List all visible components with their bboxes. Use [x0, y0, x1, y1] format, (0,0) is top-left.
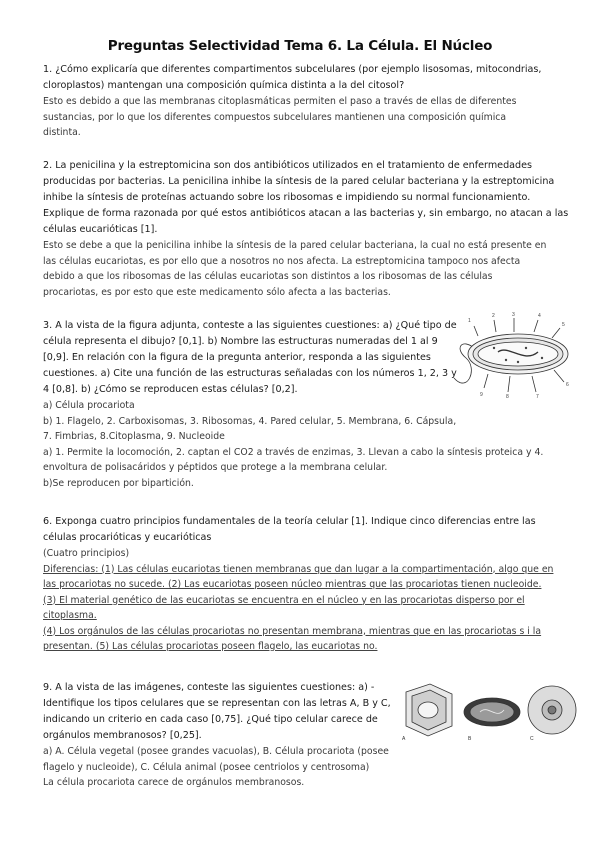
answer-underlined-line: presentan. (5) Las células procariotas poseen flagelo, las eucariotas no. [43, 641, 378, 652]
figure-label: C [530, 736, 534, 742]
question-text-line: células eucarióticas [1]. [43, 224, 158, 235]
figure-label: 9 [480, 392, 483, 398]
question-2 [43, 158, 568, 300]
figure-label: 4 [538, 313, 541, 319]
question-text-line: orgánulos membranosos? [0,25]. [43, 730, 202, 741]
question-6 [43, 514, 553, 655]
question-text-line: Explique de forma razonada por qué estos antibióticos atacan a las bacterias y, sin embargo, no atacan a las [43, 208, 569, 219]
answer-text-line: b)Se reproducen por bipartición. [43, 477, 194, 489]
figure-label: 1 [468, 318, 471, 324]
answer-text-line: Esto se debe a que la penicilina inhibe la síntesis de la pared celular bacteriana, la cual no está presente en [43, 240, 547, 251]
figure-label: 7 [536, 394, 539, 400]
answer-text-line: distinta. [43, 127, 81, 138]
answer-underlined-line: (3) El material genético de las eucariotas se encuentra en el núcleo y en las procariotas disperso por el [43, 594, 525, 606]
question-text-line: células procarióticas y eucarióticas [43, 532, 212, 543]
answer-underlined-line: citoplasma. [43, 610, 97, 621]
question-text-line: 3. A la vista de la figura adjunta, conteste a las siguientes cuestiones: a) ¿Qué tipo de [43, 320, 457, 331]
figure-label: 8 [506, 394, 509, 400]
prokaryote-cell-figure [448, 308, 576, 400]
answer-underlined-line: (4) Los orgánulos de las células procariotas no presentan membrana, mientras que en las procariotas s i la [43, 625, 542, 637]
question-text-line: cuestiones. a) Cite una función de las estructuras señaladas con los números 1, 2, 3 y [43, 368, 457, 379]
question-text-line: Identifique los tipos celulares que se representan con las letras A, B y C, [43, 698, 391, 709]
answer-text-line: procariotas, es por esto que este medicamento sólo afecta a las bacterias. [43, 286, 391, 298]
question-9 [43, 680, 391, 791]
answer-underlined-line: Diferencias: (1) Las células eucariotas tienen membranas que dan lugar a la compartimentación, algo que en [43, 563, 554, 575]
figure-label: 2 [492, 313, 495, 319]
answer-text-line: a) Célula procariota [43, 400, 135, 411]
answer-text-line: sustancias, por lo que los diferentes compuestos subcelulares mantienen una composición química [43, 111, 507, 123]
figure-label: 6 [566, 382, 569, 388]
answer-text-line: envoltura de polisacáridos y péptidos que protege a la membrana celular. [43, 462, 388, 473]
question-text-line: 1. ¿Cómo explicaría que diferentes compartimentos subcelulares (por ejemplo lisosomas, mitocondrias, [43, 64, 542, 75]
figure-label: 5 [562, 322, 565, 328]
answer-text-line: flagelo y nucleoide), C. Célula animal (posee centriolos y centrosoma) [43, 761, 370, 773]
question-text-line: inhibe la síntesis de proteínas actuando sobre los ribosomas e impidiendo su normal funcionamiento. [43, 192, 531, 203]
question-text-line: 2. La penicilina y la estreptomicina son dos antibióticos utilizados en el tratamiento de enfermedades [43, 160, 533, 171]
answer-text-line: debido a que los ribosomas de las células eucariotas son distintos a los ribosomas de las células [43, 271, 493, 282]
figure-label: A [402, 736, 406, 742]
cell-types-figure [400, 680, 580, 742]
answer-text-line: La célula procariota carece de orgánulos membranosos. [43, 777, 305, 788]
answer-text-line: Esto es debido a que las membranas citoplasmáticas permiten el paso a través de ellas de diferentes [43, 96, 517, 107]
figure-label: 3 [512, 312, 515, 318]
answer-text-line: (Cuatro principios) [43, 548, 130, 559]
question-1 [43, 62, 541, 141]
answer-text-line: b) 1. Flagelo, 2. Carboxisomas, 3. Ribosomas, 4. Pared celular, 5. Membrana, 6. Cápsula, [43, 415, 457, 427]
answer-text-line: a) 1. Permite la locomoción, 2. captan el CO2 a través de enzimas, 3. Llevan a cabo la síntesis proteica y 4. [43, 446, 544, 458]
question-text-line: cloroplastos) mantengan una composición química distinta a la del citosol? [43, 80, 405, 91]
question-text-line: producidas por bacterias. La penicilina inhibe la síntesis de la pared celular bacteriana y la estreptomicina [43, 176, 555, 187]
question-text-line: [0,9]. En relación con la figura de la pregunta anterior, responda a las siguientes [43, 352, 431, 363]
answer-underlined-line: las procariotas no sucede. (2) Las eucariotas poseen núcleo mientras que las procariotas tienen nucleoide. [43, 579, 542, 590]
page-title: Preguntas Selectividad Tema 6. La Célula. El Núcleo [107, 38, 493, 54]
answer-text-line: a) A. Célula vegetal (posee grandes vacuolas), B. Célula procariota (posee [43, 746, 389, 757]
question-text-line: 4 [0,8]. b) ¿Cómo se reproducen estas células? [0,2]. [43, 384, 298, 395]
question-text-line: indicando un criterio en cada caso [0,75]. ¿Qué tipo celular carece de [43, 714, 378, 725]
answer-text-line: las células eucariotas, es por ello que a nosotros no nos afecta. La estreptomicina tampoco nos afecta [43, 255, 521, 267]
question-text-line: 6. Exponga cuatro principios fundamentales de la teoría celular [1]. Indique cinco diferencias entre las [43, 516, 536, 527]
question-text-line: célula representa el dibujo? [0,1]. b) Nombre las estructuras numeradas del 1 al 9 [43, 336, 438, 347]
answer-text-line: 7. Fimbrias, 8.Citoplasma, 9. Nucleoide [43, 431, 225, 442]
figure-label: B [468, 736, 472, 742]
question-text-line: 9. A la vista de las imágenes, conteste las siguientes cuestiones: a) - [43, 682, 375, 693]
